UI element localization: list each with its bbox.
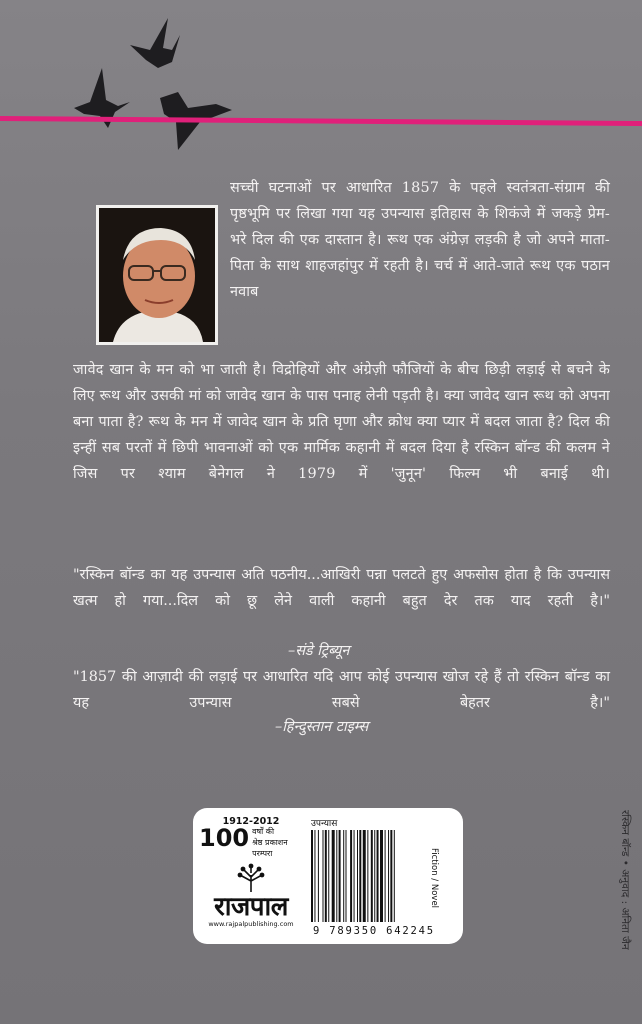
barcode-bar (363, 830, 366, 922)
barcode-bar (346, 830, 347, 922)
barcode-bar (336, 830, 337, 922)
publisher-hundred: 100 (199, 824, 250, 852)
publisher-sub-line-2: श्रेष्ठ प्रकाशन परम्परा (252, 838, 288, 858)
barcode-bar (318, 830, 319, 922)
barcode-bar (359, 830, 361, 922)
barcode-bar (325, 830, 327, 922)
publisher-years: 1912-2012 (222, 816, 280, 827)
review-quote-1: "रस्किन बॉन्ड का यह उपन्यास अति पठनीय...आखिरी पन्ना पलटते हुए अफसोस होता है कि उपन्यास खत्म हो गया...दिल को छू लेने वाली कहानी बहुत देर तक याद रहती है।" (73, 567, 610, 609)
barcode-bar (367, 830, 368, 922)
barcode-bar (343, 830, 344, 922)
publisher-logo (199, 816, 303, 928)
flying-birds-icon (60, 10, 260, 160)
barcode-bar (314, 830, 315, 922)
review-source-2: –हिन्दुस्तान टाइम्स (275, 719, 369, 735)
barcode-bar (380, 830, 383, 922)
bird-top (130, 18, 180, 68)
author-photo (96, 205, 218, 345)
barcode-bar (385, 830, 386, 922)
barcode-bar (350, 830, 352, 922)
barcode-bar (332, 830, 335, 922)
genre-side-label: Fiction / Novel (429, 848, 439, 909)
review-quote-2: "1857 की आज़ादी की लड़ाई पर आधारित यदि आप कोई उपन्यास खोज रहे हैं तो रस्किन बॉन्ड का यह उपन्यास सबसे बेहतर है।" (73, 669, 610, 711)
review-source-1: –संडे ट्रिब्यून (288, 643, 350, 659)
publisher-url: www.rajpalpublishing.com (208, 920, 294, 928)
barcode-bar (374, 830, 375, 922)
barcode (311, 830, 425, 922)
tree-icon (234, 863, 268, 893)
barcode-bar (354, 830, 355, 922)
genre-label: उपन्यास (311, 819, 338, 829)
barcode-bar (388, 830, 389, 922)
barcode-bar (394, 830, 395, 922)
barcode-bar (311, 830, 313, 922)
barcode-bar (371, 830, 373, 922)
author-portrait-icon (99, 208, 215, 342)
publisher-sub-line-1: वर्षों की (252, 827, 275, 836)
barcode-bar (323, 830, 324, 922)
barcode-bar (328, 830, 329, 922)
barcode-bar (339, 830, 341, 922)
isbn-number: 9 789350 642245 (313, 925, 435, 937)
barcode-bar (357, 830, 358, 922)
blurb-paragraph-1: सच्ची घटनाओं पर आधारित 1857 के पहले स्वतंत्रता-संग्राम की पृष्ठभूमि पर लिखा गया यह उपन्यास इतिहास के शिकंजे में जकड़े प्रेम-भरे दिल की एक दास्तान है। रूथ एक अंग्रेज़ लड़की है जो अपने माता-पिता के साथ शाहजहांपुर में रहती है। चर्च में आते-जाते रूथ एक पठान नवाब (230, 180, 610, 300)
publisher-name: राजपाल (214, 892, 288, 922)
barcode-bar (390, 830, 392, 922)
barcode-bar (377, 830, 379, 922)
blurb-paragraph-2: जावेद खान के मन को भा जाती है। विद्रोहियों और अंग्रेज़ी फौजियों के बीच छिड़ी लड़ाई से बचने के लिए रूथ और उसकी मां को जावेद खान के पास पनाह लेनी पड़ती है। क्या जावेद खान रूथ को अपना बना पाता है? रूथ के मन में जावेद खान के प्रति घृणा और क्रोध क्या प्यार में बदल जाता है? दिल की इन्हीं सब परतों में छिपी भावनाओं को एक मार्मिक कहानी में बदल दिया है रस्किन बॉन्ड की कलम ने जिस पर श्याम बेनेगल ने 1979 में 'जुनून' फिल्म भी बनाई थी। (73, 362, 610, 482)
publisher-barcode-plate (193, 808, 463, 944)
spine-text: रस्किन बॉन्ड • अनुवाद : अनिता जैन (619, 810, 631, 950)
